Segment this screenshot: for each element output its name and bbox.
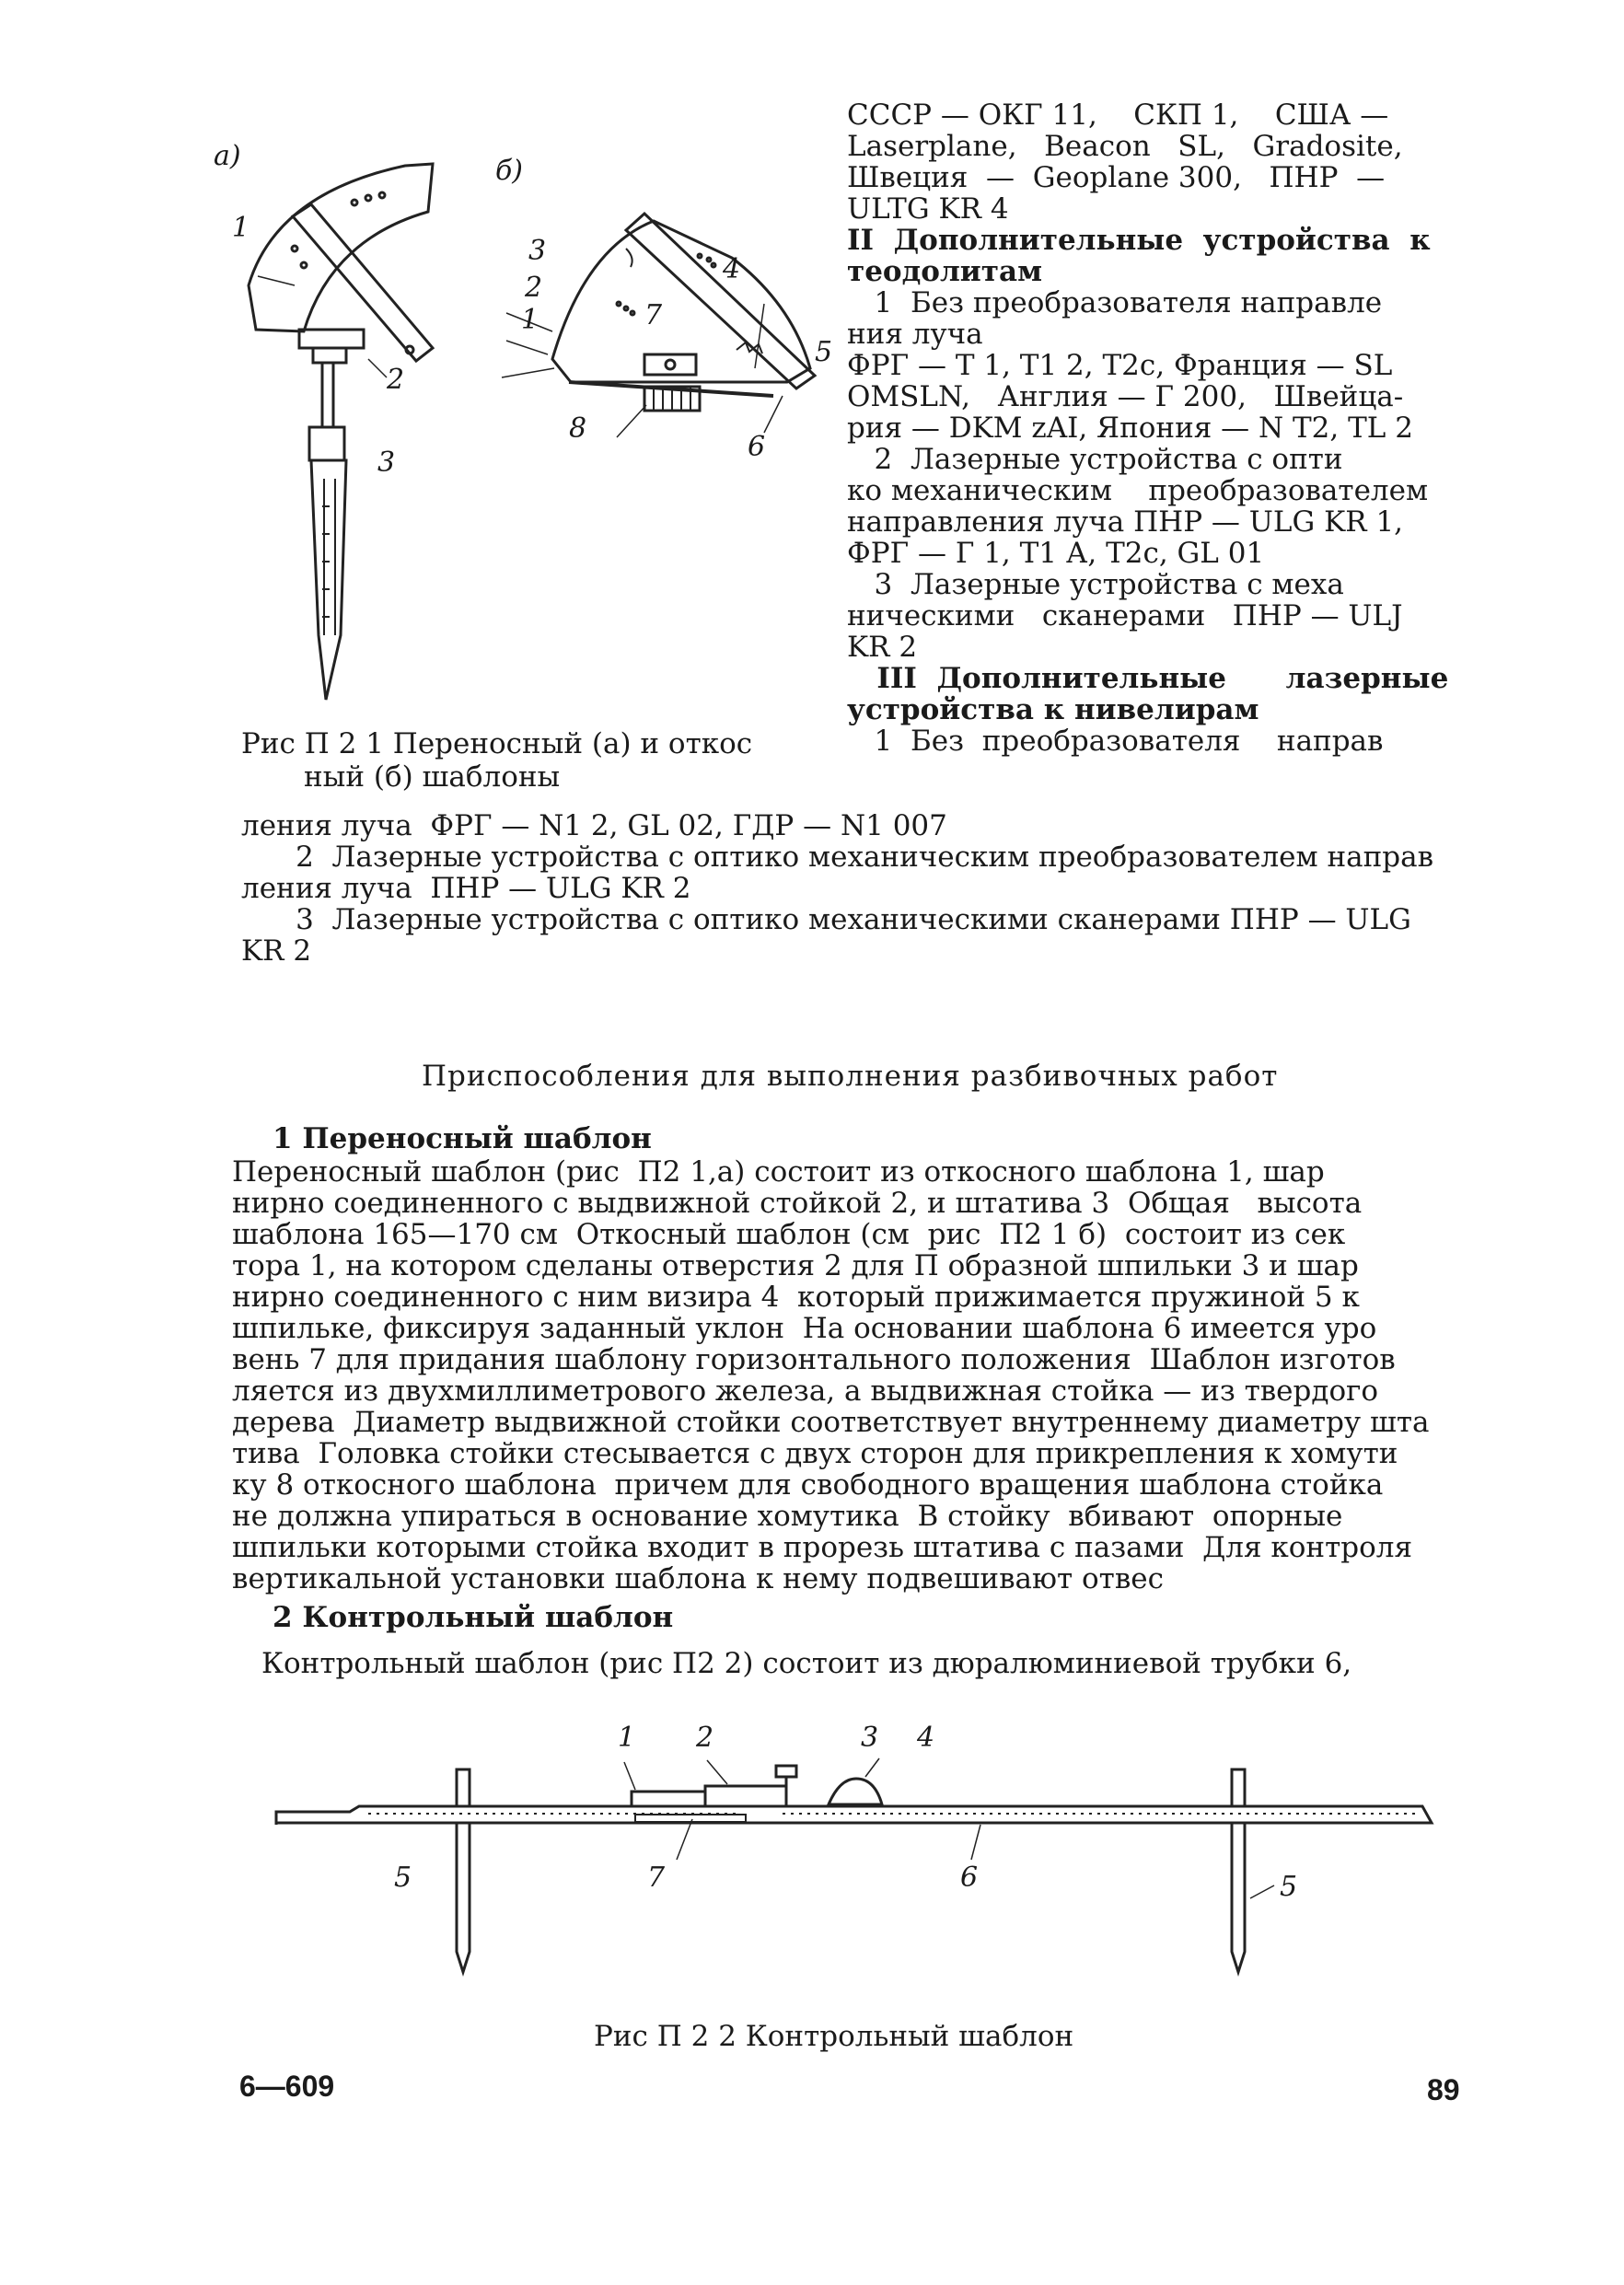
right-column-line-10: OMSLN, Англия — Г 200, Швейца-: [847, 380, 1404, 413]
figure-2-caption: Рис П 2 2 Контрольный шаблон: [594, 2020, 1074, 2053]
right-column-line-17: ническими сканерами ПНР — ULJ: [847, 599, 1403, 632]
paragraph-1-line-8: ляется из двухмиллиметрового железа, а выдвижная стойка — из твердого: [232, 1374, 1379, 1408]
figure-label-a: а): [214, 140, 241, 172]
figure-p2-1: [214, 120, 847, 727]
figure-p2-1-drawing: [221, 120, 847, 727]
part-label-b-5: 5: [815, 336, 833, 368]
right-column-line-19: III Дополнительные лазерные: [847, 662, 1449, 695]
part-label-b-3: 3: [528, 235, 547, 267]
control-template-tube: [276, 1806, 1432, 1823]
fig2-part-label-5-left: 5: [394, 1862, 412, 1894]
paragraph-1-line-10: тива Головка стойки стесывается с двух сторон для прикрепления к хомути: [232, 1437, 1398, 1470]
fig2-part-label-5-right: 5: [1280, 1871, 1298, 1903]
figure-1-caption-text-1: Рис П 2 1 Переносный (а) и откос: [241, 727, 753, 760]
control-template-level: [829, 1779, 882, 1804]
right-column-line-6: теодолитам: [847, 255, 1043, 288]
paragraph-control-template: Контрольный шаблон (рис П2 2) состоит из дюралюминиевой трубки 6,: [261, 1647, 1352, 1680]
full-width-line-4: 3 Лазерные устройства с оптико механическими сканерами ПНР — ULG: [241, 903, 1411, 936]
part-label-b-4: 4: [723, 253, 741, 285]
subheading-portable-template: 1 Переносный шаблон: [273, 1122, 652, 1155]
right-column-line-15: ФРГ — Г 1, Т1 А, Т2с, GL 01: [847, 537, 1265, 570]
paragraph-portable-template: [232, 1156, 1470, 1595]
full-width-line-2: 2 Лазерные устройства с оптико механическим преобразователем направ: [241, 841, 1434, 874]
full-width-line-5: KR 2: [241, 934, 312, 968]
right-column-line-20: устройства к нивелирам: [847, 693, 1259, 726]
right-column-line-9: ФРГ — Т 1, Т1 2, Т2с, Франция — SL: [847, 349, 1393, 382]
paragraph-1-line-3: шаблона 165—170 см Откосный шаблон (см рис П2 1 б) состоит из сек: [232, 1218, 1346, 1251]
control-template-part-1: [632, 1792, 705, 1806]
right-column-line-3: Швеция — Geoplane 300, ПНР —: [847, 161, 1386, 194]
part-label-b-2: 2: [525, 272, 543, 304]
part-label-a-2: 2: [387, 364, 405, 396]
full-width-line-3: ления луча ПНР — ULG KR 2: [241, 872, 691, 905]
figure-p2-2-drawing: [267, 1722, 1436, 1979]
part-label-b-6: 6: [748, 431, 766, 463]
control-template-part-2: [705, 1786, 786, 1806]
right-column-line-1: СССР — ОКГ 11, СКП 1, США —: [847, 99, 1389, 132]
fig2-part-label-2: 2: [696, 1722, 714, 1754]
paragraph-1-line-4: тора 1, на котором сделаны отверстия 2 для П образной шпильки 3 и шар: [232, 1249, 1359, 1282]
part-label-a-3: 3: [377, 447, 396, 479]
part-label-b-8: 8: [569, 412, 587, 445]
slope-template-sector: [552, 221, 810, 382]
part-label-b-1: 1: [521, 304, 539, 336]
right-column-line-11: рия — DKM zAI, Япония — N T2, TL 2: [847, 412, 1413, 445]
slope-template-level: [644, 354, 696, 375]
section-heading: Приспособления для выполнения разбивочных работ: [422, 1060, 1279, 1093]
right-column-line-18: KR 2: [847, 631, 918, 664]
full-width-lines: [241, 810, 1475, 967]
figure-1-caption-line-1: [241, 727, 752, 760]
full-width-line-1: ления луча ФРГ — N1 2, GL 02, ГДР — N1 007: [241, 809, 947, 842]
part-label-b-7: 7: [644, 299, 663, 331]
figure-p2-2: [267, 1722, 1436, 1979]
fig2-part-label-6: 6: [960, 1862, 979, 1894]
right-column-line-4: ULTG KR 4: [847, 192, 1009, 226]
paragraph-1-line-5: нирно соединенного с ним визира 4 который прижимается пружиной 5 к: [232, 1281, 1360, 1314]
fig2-part-label-4: 4: [917, 1722, 935, 1754]
right-column-line-5: II Дополнительные устройства к: [847, 224, 1431, 257]
control-template-right-post: [1232, 1823, 1245, 1972]
right-column-line-8: ния луча: [847, 318, 983, 351]
figure-1-caption-text-2: ный (б) шаблоны: [304, 760, 561, 794]
right-column-line-14: направления луча ПНР — ULG KR 1,: [847, 505, 1404, 539]
paragraph-1-line-9: дерева Диаметр выдвижной стойки соответствует внутреннему диаметру шта: [232, 1406, 1430, 1439]
figure-1-caption-line-2: [304, 760, 560, 794]
right-column-line-12: 2 Лазерные устройства с опти: [847, 443, 1343, 476]
paragraph-1-line-1: Переносный шаблон (рис П2 1,а) состоит из откосного шаблона 1, шар: [232, 1155, 1325, 1189]
paragraph-1-line-11: ку 8 откосного шаблона причем для свободного вращения шаблона стойка: [232, 1468, 1384, 1502]
fig2-part-label-7: 7: [647, 1862, 666, 1894]
right-column-line-21: 1 Без преобразователя направ: [847, 725, 1384, 758]
paragraph-1-line-2: нирно соединенного с выдвижной стойкой 2, и штатива 3 Общая высота: [232, 1187, 1363, 1220]
figure-label-b: б): [495, 155, 524, 187]
paragraph-1-line-14: вертикальной установки шаблона к нему подвешивают отвес: [232, 1562, 1164, 1595]
right-column-line-7: 1 Без преобразователя направле: [847, 286, 1383, 319]
part-label-a-1: 1: [232, 212, 250, 244]
paragraph-1-line-12: не должна упираться в основание хомутика В стойку вбивают опорные: [232, 1500, 1343, 1533]
right-column: [847, 99, 1455, 757]
footer-signature: 6—609: [239, 2070, 335, 2103]
right-column-line-13: ко механическим преобразователем: [847, 474, 1429, 507]
paragraph-1-line-6: шпильке, фиксируя заданный уклон На основании шаблона 6 имеется уро: [232, 1312, 1377, 1345]
subheading-control-template: 2 Контрольный шаблон: [273, 1601, 674, 1634]
portable-template-tripod: [311, 460, 346, 700]
right-column-line-2: Laserplane, Beacon SL, Gradosite,: [847, 130, 1403, 163]
control-template-left-post: [457, 1823, 470, 1972]
fig2-part-label-3: 3: [861, 1722, 879, 1754]
right-column-line-16: 3 Лазерные устройства с меха: [847, 568, 1344, 601]
paragraph-1-line-7: вень 7 для придания шаблону горизонтального положения Шаблон изготов: [232, 1343, 1396, 1376]
fig2-part-label-1: 1: [618, 1722, 636, 1754]
page-number: 89: [1427, 2073, 1460, 2106]
paragraph-1-line-13: шпильки которыми стойка входит в прорезь штатива с пазами Для контроля: [232, 1531, 1413, 1564]
portable-template-sector: [249, 164, 433, 331]
